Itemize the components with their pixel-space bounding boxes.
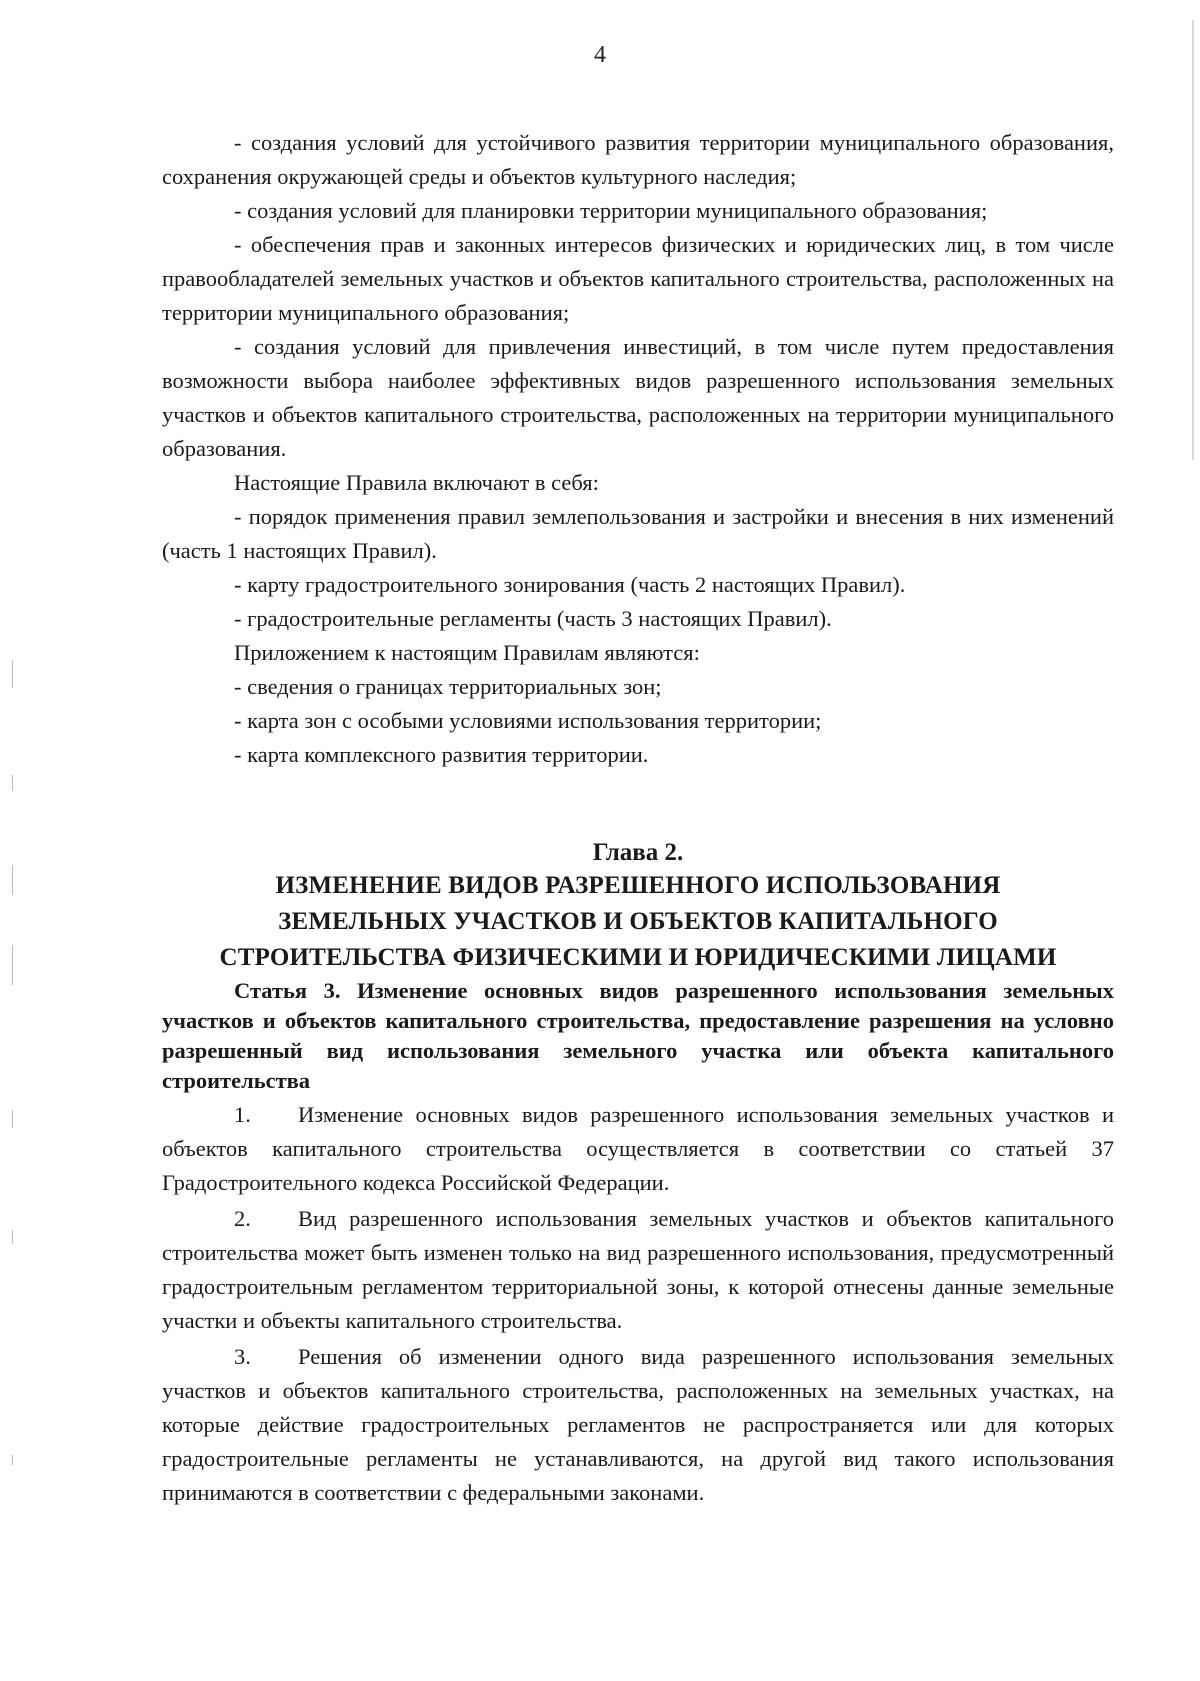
scan-mark [12, 1230, 13, 1244]
paragraph: - создания условий для устойчивого развития территории муниципального образования, сохранения окружающей среды и объектов культурного наследия; [162, 130, 1114, 189]
item-text: Решения об изменении одного вида разрешенного использования земельных участков и объектов капитального строительства, расположенных на земельных участках, на которые действие градостроительных регламентов не распространяется или для которых градостроительные регламенты не устанавливаются, на другой вид такого использования принимаются в соответствии с федеральными законами. [162, 1344, 1114, 1505]
document-body [162, 126, 1114, 1510]
chapter-title-line: СТРОИТЕЛЬСТВА ФИЗИЧЕСКИМИ И ЮРИДИЧЕСКИМИ ЛИЦАМИ [219, 944, 1057, 971]
item-text: Вид разрешенного использования земельных участков и объектов капитального строительства может быть изменен только на вид разрешенного использования, предусмотренный градостроительным регламентом территориальной зоны, к которой отнесены данные земельные участки и объекты капитального строительства. [162, 1206, 1114, 1333]
paragraph: - градостроительные регламенты (часть 3 настоящих Правил). [234, 606, 832, 631]
scan-right-edge [1192, 20, 1194, 460]
chapter-title-line: ЗЕМЕЛЬНЫХ УЧАСТКОВ И ОБЪЕКТОВ КАПИТАЛЬНОГО [278, 908, 998, 935]
page-number: 4 [594, 42, 606, 68]
scan-edge-marks [8, 0, 18, 1681]
paragraph: - карта зон с особыми условиями использования территории; [234, 708, 822, 733]
paragraph: - порядок применения правил землепользования и застройки и внесения в них изменений (часть 1 настоящих Правил). [162, 504, 1114, 563]
scan-mark [12, 945, 13, 985]
scan-mark [12, 775, 13, 791]
paragraph: - карта комплексного развития территории. [234, 742, 649, 767]
item-number: 2. [234, 1206, 251, 1231]
scan-mark [12, 1110, 13, 1128]
article-title: Статья 3. Изменение основных видов разрешенного использования земельных участков и объектов капитального строительства, предоставление разрешения на условно разрешенный вид использования земельного участка или объекта капитального строительства [162, 978, 1114, 1093]
paragraph: - сведения о границах территориальных зон; [234, 674, 662, 699]
paragraph: - обеспечения прав и законных интересов физических и юридических лиц, в том числе правообладателей земельных участков и объектов капитального строительства, расположенных на территории муниципального образования; [162, 232, 1114, 325]
numbered-item [162, 1098, 1114, 1200]
chapter-title-line: ИЗМЕНЕНИЕ ВИДОВ РАЗРЕШЕННОГО ИСПОЛЬЗОВАНИЯ [275, 872, 1001, 899]
scan-mark [12, 865, 13, 895]
numbered-item [162, 1202, 1114, 1338]
paragraph: Настоящие Правила включают в себя: [234, 470, 599, 495]
scan-mark [12, 660, 13, 688]
paragraph: Приложением к настоящим Правилам являются: [234, 640, 700, 665]
numbered-item [162, 1340, 1114, 1510]
chapter-heading [162, 838, 1114, 976]
item-number: 3. [234, 1344, 251, 1369]
chapter-label: Глава 2. [592, 839, 684, 866]
paragraph: - создания условий для привлечения инвестиций, в том числе путем предоставления возможности выбора наиболее эффективных видов разрешенного использования земельных участков и объектов капитального строительства, расположенных на территории муниципального образования. [162, 334, 1114, 461]
item-text: Изменение основных видов разрешенного использования земельных участков и объектов капитального строительства осуществляется в соответствии со статьей 37 Градостроительного кодекса Российской Федерации. [162, 1102, 1114, 1195]
paragraph: - создания условий для планировки территории муниципального образования; [234, 198, 988, 223]
paragraph: - карту градостроительного зонирования (часть 2 настоящих Правил). [234, 572, 906, 597]
scan-mark [12, 1455, 13, 1465]
item-number: 1. [234, 1102, 251, 1127]
